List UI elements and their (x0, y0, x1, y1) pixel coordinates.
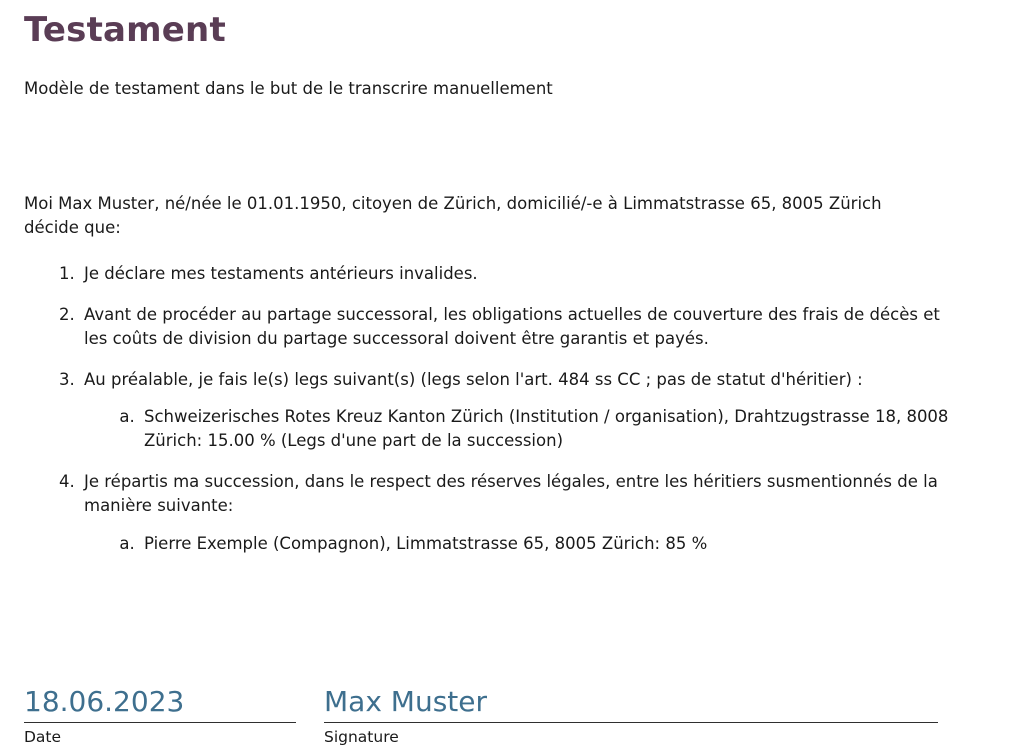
clause-sublist (84, 532, 964, 556)
signature-rule (324, 722, 938, 723)
clause-sublist (84, 405, 964, 453)
date-label: Date (24, 728, 62, 746)
document-subtitle: Modèle de testament dans le but de le transcrire manuellement (24, 78, 553, 98)
signature-label: Signature (324, 728, 399, 746)
clause-text: Je répartis ma succession, dans le respect des réserves légales, entre les héritiers susmentionnés de la manière suivante: (84, 472, 938, 516)
list-item: a. Schweizerisches Rotes Kreuz Kanton Zürich (Institution / organisation), Drahtzugstrasse 18, 8008 Zürich: 15.00 % (Legs d'une part de la succession) (140, 405, 964, 453)
list-item (80, 368, 964, 454)
list-item (80, 303, 964, 351)
testator-statement: Moi Max Muster, né/née le 01.01.1950, citoyen de Zürich, domicilié/-e à Limmatstrasse 65, 8005 Zürich décide que: (24, 193, 882, 237)
date-rule (24, 722, 296, 723)
signature-value: Max Muster (324, 685, 487, 719)
clause-text: Je déclare mes testaments antérieurs invalides. (84, 263, 478, 283)
page-title: Testament (24, 10, 226, 50)
clause-text: Au préalable, je fais le(s) legs suivant(s) (legs selon l'art. 484 ss CC ; pas de statut d'héritier) : (84, 369, 863, 389)
clause-list (24, 262, 1000, 556)
clause-text: Avant de procéder au partage successoral, les obligations actuelles de couverture des frais de décès et les coûts de division du partage successoral doivent être garantis et payés. (84, 304, 940, 348)
date-value: 18.06.2023 (24, 685, 185, 719)
list-item: a. Pierre Exemple (Compagnon), Limmatstrasse 65, 8005 Zürich: 85 % (140, 532, 964, 556)
list-item (80, 470, 964, 556)
signature-area (24, 687, 1000, 746)
date-block (24, 687, 296, 746)
signature-block (324, 687, 938, 746)
list-item (80, 262, 964, 286)
